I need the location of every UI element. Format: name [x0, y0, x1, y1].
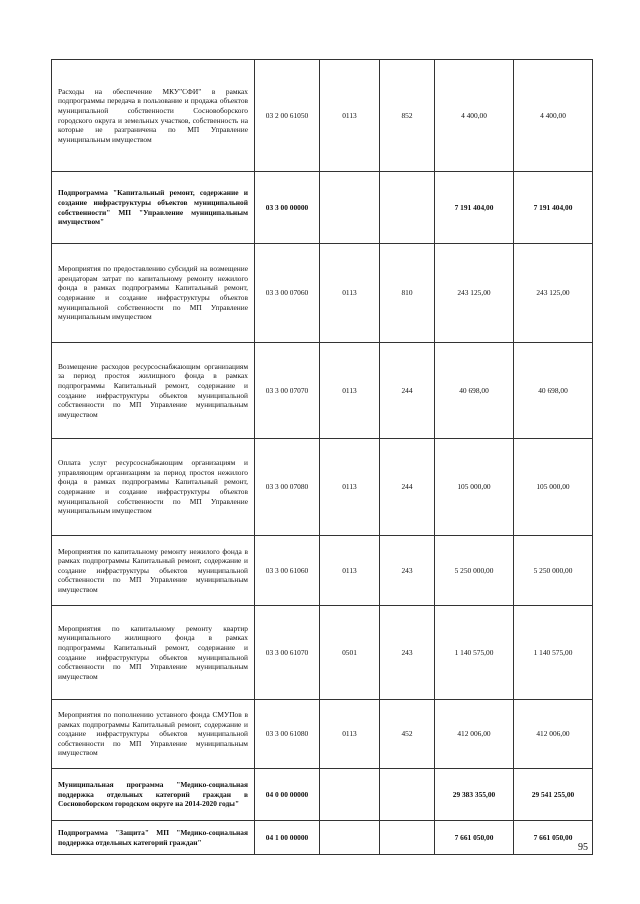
row-description: Расходы на обеспечение МКУ"СФИ" в рамках подпрограммы передача в пользование и продажа объектов муниципальной собственности Сосновоборского городского округа и земельных участков, собственность на которые не разграничена по МП Управление муниципальным имуществом — [52, 60, 255, 172]
expense-type-code: 243 — [380, 606, 435, 700]
row-description: Мероприятия по капитальному ремонту квартир муниципального жилищного фонда в рамках подпрограммы Капитальный ремонт, содержание и создание инфраструктуры объектов муниципальной собственности по МП Управление муниципальным имуществом — [52, 606, 255, 700]
amount-1: 7 661 050,00 — [435, 821, 514, 855]
amount-2: 7 191 404,00 — [514, 172, 593, 244]
target-article-code: 04 1 00 00000 — [255, 821, 320, 855]
table-row — [52, 343, 593, 439]
section-code: 0113 — [320, 244, 380, 343]
amount-1: 412 006,00 — [435, 700, 514, 769]
budget-table-body — [52, 60, 593, 855]
table-row — [52, 821, 593, 855]
target-article-code: 03 3 00 00000 — [255, 172, 320, 244]
row-description: Подпрограмма "Защита" МП "Медико-социальная поддержка отдельных категорий граждан" — [52, 821, 255, 855]
table-row — [52, 700, 593, 769]
row-description: Возмещение расходов ресурсоснабжающим организациям за период простоя жилищного фонда в рамках подпрограммы Капитальный ремонт, содержание и создание инфраструктуры объектов муниципальной собственности по МП Управление муниципальным имуществом — [52, 343, 255, 439]
row-description: Муниципальная программа "Медико-социальная поддержка отдельных категорий граждан в Сосновоборском городском округе на 2014-2020 годы" — [52, 769, 255, 821]
expense-type-code: 452 — [380, 700, 435, 769]
amount-1: 29 383 355,00 — [435, 769, 514, 821]
target-article-code: 03 3 00 07060 — [255, 244, 320, 343]
target-article-code: 03 3 00 07070 — [255, 343, 320, 439]
amount-1: 105 000,00 — [435, 439, 514, 536]
amount-1: 4 400,00 — [435, 60, 514, 172]
amount-2: 40 698,00 — [514, 343, 593, 439]
target-article-code: 03 3 00 61080 — [255, 700, 320, 769]
expense-type-code — [380, 821, 435, 855]
amount-2: 29 541 255,00 — [514, 769, 593, 821]
table-row — [52, 769, 593, 821]
table-row — [52, 536, 593, 606]
amount-2: 105 000,00 — [514, 439, 593, 536]
target-article-code: 03 2 00 61050 — [255, 60, 320, 172]
amount-2: 4 400,00 — [514, 60, 593, 172]
row-description: Оплата услуг ресурсоснабжающим организациям и управляющим организациям за период простоя нежилого фонда в рамках подпрограммы Капитальный ремонт, содержание и создание инфраструктуры объектов муниципальной собственности по МП Управление муниципальным имуществом — [52, 439, 255, 536]
section-code: 0113 — [320, 700, 380, 769]
amount-1: 1 140 575,00 — [435, 606, 514, 700]
table-row — [52, 60, 593, 172]
section-code: 0113 — [320, 343, 380, 439]
amount-1: 243 125,00 — [435, 244, 514, 343]
section-code: 0113 — [320, 439, 380, 536]
amount-2: 5 250 000,00 — [514, 536, 593, 606]
row-description: Мероприятия по пополнению уставного фонда СМУПов в рамках подпрограммы Капитальный ремонт, содержание и создание инфраструктуры объектов муниципальной собственности по МП Управление муниципальным имуществом — [52, 700, 255, 769]
section-code — [320, 769, 380, 821]
row-description: Мероприятия по капитальному ремонту нежилого фонда в рамках подпрограммы Капитальный ремонт, содержание и создание инфраструктуры объектов муниципальной собственности по МП Управление муниципальным имуществом — [52, 536, 255, 606]
expense-type-code: 810 — [380, 244, 435, 343]
page-number: 95 — [578, 842, 588, 853]
amount-2: 1 140 575,00 — [514, 606, 593, 700]
table-row — [52, 244, 593, 343]
section-code: 0113 — [320, 60, 380, 172]
table-row — [52, 172, 593, 244]
expense-type-code: 243 — [380, 536, 435, 606]
section-code: 0113 — [320, 536, 380, 606]
row-description: Подпрограмма "Капитальный ремонт, содержание и создание инфраструктуры объектов муниципальной собственности" МП "Управление муниципальным имуществом" — [52, 172, 255, 244]
target-article-code: 04 0 00 00000 — [255, 769, 320, 821]
table-row — [52, 606, 593, 700]
amount-1: 7 191 404,00 — [435, 172, 514, 244]
budget-table — [51, 59, 593, 855]
expense-type-code: 244 — [380, 343, 435, 439]
expense-type-code: 244 — [380, 439, 435, 536]
amount-2: 7 661 050,00 — [514, 821, 593, 855]
amount-1: 40 698,00 — [435, 343, 514, 439]
expense-type-code: 852 — [380, 60, 435, 172]
section-code — [320, 821, 380, 855]
target-article-code: 03 3 00 61060 — [255, 536, 320, 606]
amount-2: 243 125,00 — [514, 244, 593, 343]
target-article-code: 03 3 00 61070 — [255, 606, 320, 700]
amount-1: 5 250 000,00 — [435, 536, 514, 606]
amount-2: 412 006,00 — [514, 700, 593, 769]
expense-type-code — [380, 172, 435, 244]
expense-type-code — [380, 769, 435, 821]
row-description: Мероприятия по предоставлению субсидий на возмещение арендаторам затрат по капитальному ремонту нежилого фонда в рамках подпрограммы Капитальный ремонт, содержание и создание инфраструктуры объектов муниципальной собственности по МП Управление муниципальным имуществом — [52, 244, 255, 343]
section-code: 0501 — [320, 606, 380, 700]
target-article-code: 03 3 00 07080 — [255, 439, 320, 536]
section-code — [320, 172, 380, 244]
table-row — [52, 439, 593, 536]
